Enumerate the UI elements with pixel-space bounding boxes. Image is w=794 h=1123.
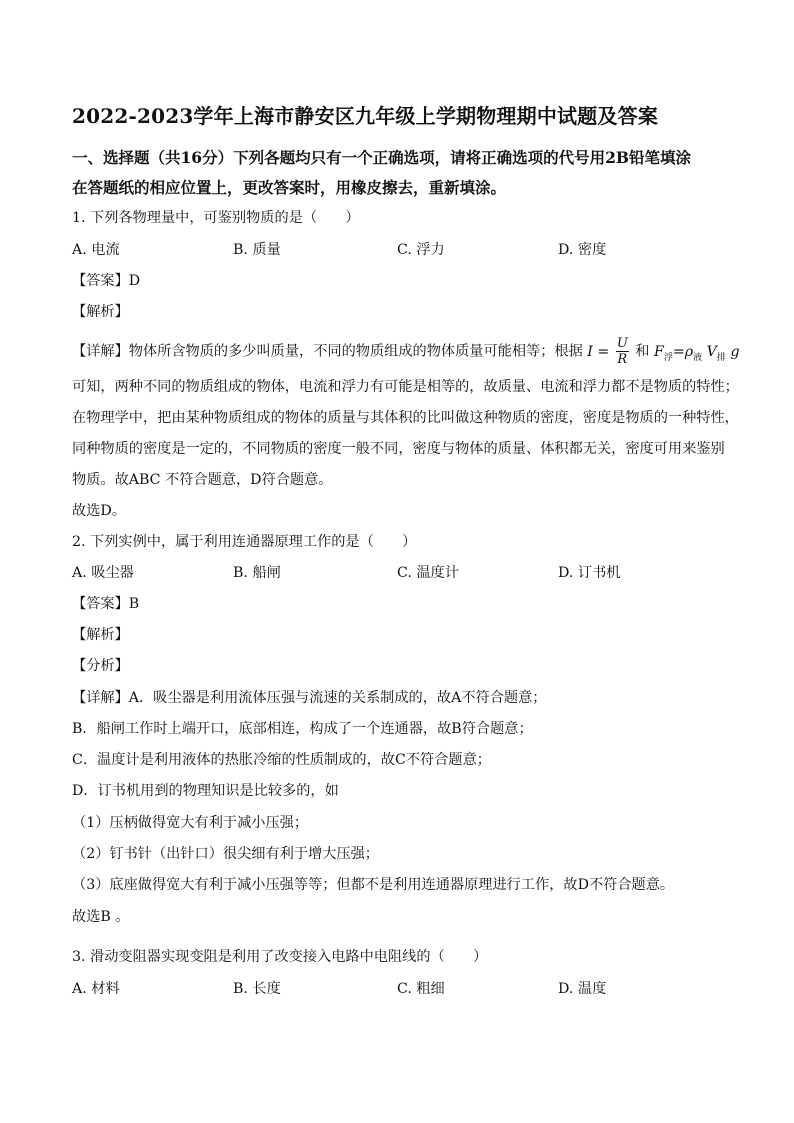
formula-f-sub: 浮 [663,352,673,363]
q1-stem: 1. 下列各物理量中，可鉴别物质的是（ ） [72,210,360,226]
q2-detail-line-7: （3）底座做得宽大有利于减小压强等等；但都不是利用连通器原理进行工作，故D不符合题意。 [72,877,675,893]
formula-rho-sub: 液 [693,352,703,363]
q1-option-c: C. 浮力 [397,242,445,258]
page-title: 2022-2023学年上海市静安区九年级上学期物理期中试题及答案 [72,104,659,128]
q1-conclusion: 故选D。 [72,503,126,519]
formula-i-eq: I = [587,343,610,360]
q1-detail-line-2: 可知，两种不同的物质组成的物体，电流和浮力有可能是相等的，故质量、电流和浮力都不是物质的特性； [72,379,739,395]
q2-detail-line-2: B．船闸工作时上端开口，底部相连，构成了一个连通器，故B符合题意； [72,721,533,737]
q2-option-a: A. 吸尘器 [72,565,134,581]
formula-and: 和 [635,343,650,360]
q3-option-d: D. 温度 [558,981,607,997]
q2-detail-line-5: （1）压柄做得宽大有利于减小压强； [72,815,309,831]
q1-analysis-label: 【解析】 [72,304,129,320]
q2-detail-line-6: （2）钉书针（出针口）很尖细有利于增大压强； [72,846,379,862]
q3-option-a: A. 材料 [72,981,120,997]
q1-detail-line-1 [72,336,740,367]
formula-f: F [654,343,664,360]
q2-detail-line-3: C．温度计是利用液体的热胀冷缩的性质制成的，故C不符合题意； [72,752,491,768]
formula-denominator: R [617,352,628,367]
q2-option-d: D. 订书机 [558,565,621,581]
formula-v-sub: 排 [716,352,726,363]
q1-detail-text: 【详解】物体所含物质的多少叫质量，不同的物质组成的物体质量可能相等；根据 [72,343,583,360]
q2-option-b: B. 船闸 [233,565,281,581]
q3-option-c: C. 粗细 [397,981,445,997]
q1-option-a: A. 电流 [72,242,120,258]
q1-answer: 【答案】D [72,273,141,289]
section-instructions-line-2: 在答题纸的相应位置上，更改答案时，用橡皮擦去，重新填涂。 [72,178,507,197]
formula-ohms-law [587,336,635,367]
formula-buoyancy [654,343,740,363]
formula-numerator: U [616,336,628,351]
q2-fenxi-label: 【分析】 [72,658,129,674]
q1-option-b: B. 质量 [233,242,281,258]
formula-fraction [616,336,629,367]
q2-detail-line-4: D．订书机用到的物理知识是比较多的，如 [72,783,339,799]
formula-eq-rho: =ρ [672,343,694,360]
q2-conclusion: 故选B 。 [72,909,130,925]
q1-detail-line-5: 物质。故ABC 不符合题意，D符合题意。 [72,472,333,488]
q1-detail-line-4: 同种物质的密度是一定的，不同物质的密度一般不同，密度与物体的质量、体积都无关，密度可用来鉴别 [72,441,725,457]
formula-v: V [706,343,717,360]
q1-option-d: D. 密度 [558,242,607,258]
q3-option-b: B. 长度 [233,981,281,997]
q2-option-c: C. 温度计 [397,565,459,581]
q2-answer: 【答案】B [72,596,140,612]
q1-detail-line-3: 在物理学中，把由某种物质组成的物体的质量与其体积的比叫做这种物质的密度，密度是物质的一种特性， [72,410,739,426]
formula-g: g [730,343,740,360]
q2-detail-line-1: 【详解】A．吸尘器是利用流体压强与流速的关系制成的，故A不符合题意； [72,690,547,706]
q3-stem: 3. 滑动变阻器实现变阻是利用了改变接入电路中电阻线的（ ） [72,949,488,965]
q2-stem: 2. 下列实例中，属于利用连通器原理工作的是（ ） [72,534,417,550]
section-instructions-line-1: 一、选择题（共16分）下列各题均只有一个正确选项，请将正确选项的代号用2B铅笔填涂 [72,148,691,167]
q2-analysis-label: 【解析】 [72,627,129,643]
